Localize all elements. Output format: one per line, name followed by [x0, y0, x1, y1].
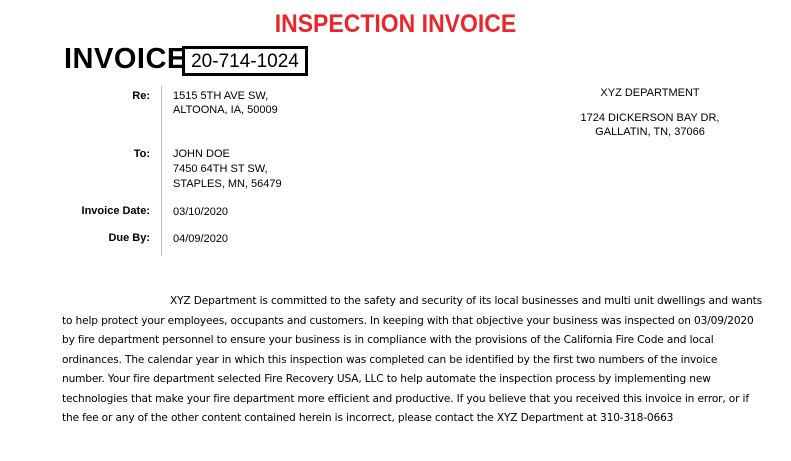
to-name: JOHN DOE	[173, 148, 230, 160]
re-address-line2: ALTOONA, IA, 50009	[173, 104, 278, 116]
invoice-date-value: 03/10/2020	[173, 206, 229, 218]
invoice-date-label: Invoice Date:	[81, 205, 150, 217]
invoice-number: 20-714-1024	[182, 46, 308, 76]
department-address-line1: 1724 DICKERSON BAY DR,	[580, 112, 720, 124]
to-address-line1: 7450 64TH ST SW,	[173, 163, 268, 175]
department-name: XYZ DEPARTMENT	[600, 87, 700, 99]
invoice-body-paragraph	[62, 292, 762, 429]
department-address	[560, 111, 740, 139]
inspection-invoice-title: INSPECTION INVOICE	[274, 10, 517, 38]
department-address-line2: GALLATIN, TN, 37066	[595, 126, 705, 138]
label-divider	[161, 86, 162, 256]
re-label: Re:	[132, 90, 150, 102]
to-label: To:	[133, 148, 150, 160]
invoice-heading: INVOICE	[64, 43, 187, 75]
re-address-line1: 1515 5TH AVE SW,	[173, 90, 269, 102]
due-by-label: Due By:	[108, 232, 150, 244]
to-address-line2: STAPLES, MN, 56479	[173, 178, 282, 190]
re-address	[173, 89, 278, 117]
due-by-value: 04/09/2020	[173, 233, 229, 245]
to-address	[173, 147, 282, 192]
body-text: XYZ Department is committed to the safety and security of its local businesses and multi unit dwellings and wants to help protect your employees, occupants and customers. In keeping with that objective your business was inspected on 03/09/2020 by fire department personnel to ensure your business is in compliance with the provisions of the California Fire Code and local ordinances. The calendar year in which this inspection was completed can be identified by the first two numbers of the invoice number. Your fire department selected Fire Recovery USA, LLC to help automate the inspection process by implementing new technologies that make your fire department more efficient and productive. If you believe that you received this invoice in error, or if the fee or any of the other content contained herein is incorrect, please contact the XYZ Department at 310-318-0663	[62, 295, 763, 424]
